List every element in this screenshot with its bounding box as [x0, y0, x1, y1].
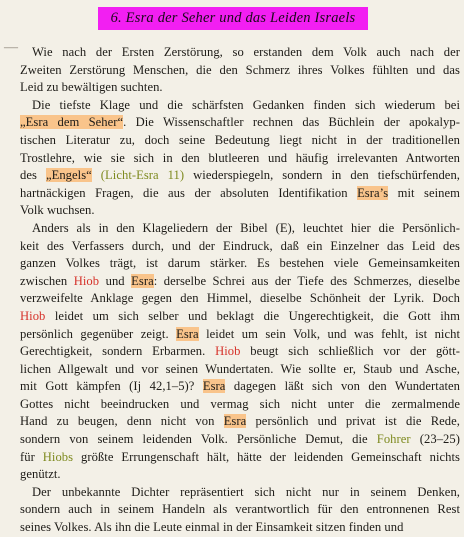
- text-run: lichen Allgewalt und vor seinen Wundertaten. Wie sollte er, Staub und Asche,: [20, 361, 460, 376]
- highlighted-term: Esra: [202, 379, 226, 394]
- text-line: [20, 378, 460, 396]
- red-name: Hiob: [20, 308, 46, 323]
- text-line: [20, 466, 460, 484]
- text-line: [20, 431, 460, 449]
- text-run: persönlich und privat ist die Rede,: [246, 414, 460, 429]
- text-line: [20, 185, 460, 203]
- text-line: [20, 273, 460, 291]
- text-line: [20, 220, 460, 238]
- text-run: seines Volkes. Als ihn die Leute einmal in der Einsamkeit sitzen finden und: [20, 520, 404, 535]
- text-run: zwischen: [20, 273, 74, 288]
- text-line: [20, 343, 460, 361]
- text-run: sondern von seinem leidenden Volk. Persönliche Demut, die: [20, 432, 377, 447]
- highlighted-term: „Esra dem Seher“: [20, 115, 124, 130]
- text-run: Wie nach der Ersten Zerstörung, so erstanden dem Volk auch nach der: [32, 45, 460, 59]
- text-line: [20, 361, 460, 379]
- text-run: Der unbekannte Dichter repräsentiert sich nicht nur in seinem Denken,: [32, 484, 460, 499]
- paragraph-p3: [20, 220, 460, 484]
- text-run: größte Errungenschaft hält, hätte der leidenden Gemeinschaft nichts: [73, 449, 460, 464]
- text-run: und: [99, 273, 132, 288]
- text-line: [20, 150, 460, 168]
- text-run: leidet um sich selber und beklagt die Ungerechtigkeit, die Gott ihm: [45, 308, 460, 323]
- text-run: leidet um sein Volk, und was fehlt, ist nicht: [198, 326, 460, 341]
- text-line: [20, 114, 460, 132]
- red-name: Hiob: [73, 273, 100, 288]
- text-line: [20, 132, 460, 150]
- text-run: mit Gott kämpfen (Ij 42,1–5)?: [20, 379, 203, 394]
- text-run: (23–25): [410, 432, 460, 447]
- text-line: [20, 484, 460, 502]
- text-run: sondern auch in seinem Handeln als verantwortlich für den entronnenen Rest: [20, 502, 460, 517]
- text-run: des: [20, 168, 46, 183]
- text-run: hartnäckigen Fragen, die aus der absoluten Identifikation: [20, 185, 358, 200]
- text-run: verzweifelte Anklage gegen den Himmel, dieselbe Schönheit der Lyrik. Doch: [20, 291, 460, 306]
- text-run: Die tiefste Klage und die schärfsten Gedanken finden sich wiederum bei: [32, 97, 460, 112]
- text-line: [20, 396, 460, 414]
- text-line: [20, 255, 460, 273]
- text-run: genützt.: [20, 467, 61, 482]
- text-run: mit seinem: [388, 185, 460, 200]
- text-line: [20, 44, 460, 62]
- green-reference: Hiobs: [42, 449, 74, 464]
- red-name: Hiob: [215, 344, 241, 359]
- green-reference: (Licht-Esra 11): [91, 168, 185, 183]
- text-line: [20, 501, 460, 519]
- text-run: Gottes nicht beeindrucken und vermag sich nicht unter die zermalmende: [20, 396, 460, 411]
- text-run: für: [20, 449, 43, 464]
- chapter-heading: 6. Esra der Seher und das Leiden Israels: [98, 7, 368, 30]
- paragraph-p2: [20, 97, 460, 220]
- highlighted-term: Esra’s: [357, 185, 389, 200]
- text-line: [20, 97, 460, 115]
- text-line: [20, 167, 460, 185]
- text-run: wiederspiegeln, sondern in den tiefschürfenden,: [184, 168, 460, 183]
- highlighted-term: „Engels“: [45, 168, 92, 183]
- text-run: Trostlehre, wie sie sich in den blutleeren und häufig irrelevanten Antworten: [20, 150, 460, 165]
- margin-mark: —: [4, 40, 17, 55]
- text-line: [20, 519, 460, 537]
- paragraph-p4: [20, 484, 460, 537]
- paragraph-p1: [20, 44, 460, 97]
- text-run: ganzen Volkes trägt, ist darum stärker. Es bestehen viele Gemeinsamkeiten: [20, 256, 460, 271]
- text-run: persönlich gegenüber zeigt.: [20, 326, 177, 341]
- text-line: [20, 202, 460, 220]
- text-run: dagegen läßt sich von den Wundertaten: [225, 379, 461, 394]
- text-run: . Die Wissenschaftler rechnen das Büchlein der apokalyp-: [123, 115, 460, 130]
- text-line: [20, 326, 460, 344]
- highlighted-term: Esra: [131, 273, 154, 288]
- text-run: Gerechtigkeit, sondern Erbarmen.: [20, 344, 216, 359]
- text-run: Anders als in den Klageliedern der Bibel (E), leuchtet hier die Persönlich-: [32, 220, 460, 235]
- body-text: [20, 44, 460, 537]
- text-run: beugt sich schließlich vor der gött-: [240, 344, 460, 359]
- text-line: [20, 62, 460, 80]
- green-reference: Fohrer: [376, 432, 411, 447]
- text-run: keit des Verfassers durch, und der Eindruck, daß ein Einzelner das Leid des: [20, 238, 460, 253]
- text-line: [20, 290, 460, 308]
- text-run: tischen Literatur zu, doch seine Bedeutung liegt nicht in der traditionellen: [20, 132, 460, 147]
- text-run: : derselbe Schrei aus der Tiefe des Schmerzes, dieselbe: [153, 273, 460, 288]
- highlighted-term: Esra: [223, 414, 247, 429]
- text-run: Zweiten Zerstörung Menschen, die den Schmerz ihres Volkes fühlten und das: [20, 62, 460, 77]
- text-line: [20, 238, 460, 256]
- text-run: Volk wuchsen.: [20, 203, 95, 218]
- text-line: [20, 449, 460, 467]
- text-line: [20, 79, 460, 97]
- text-line: [20, 308, 460, 326]
- text-run: Hand zu beugen, denn nicht von: [20, 414, 224, 429]
- text-line: [20, 413, 460, 431]
- highlighted-term: Esra: [176, 326, 199, 341]
- text-run: Leid zu bewältigen suchten.: [20, 80, 163, 95]
